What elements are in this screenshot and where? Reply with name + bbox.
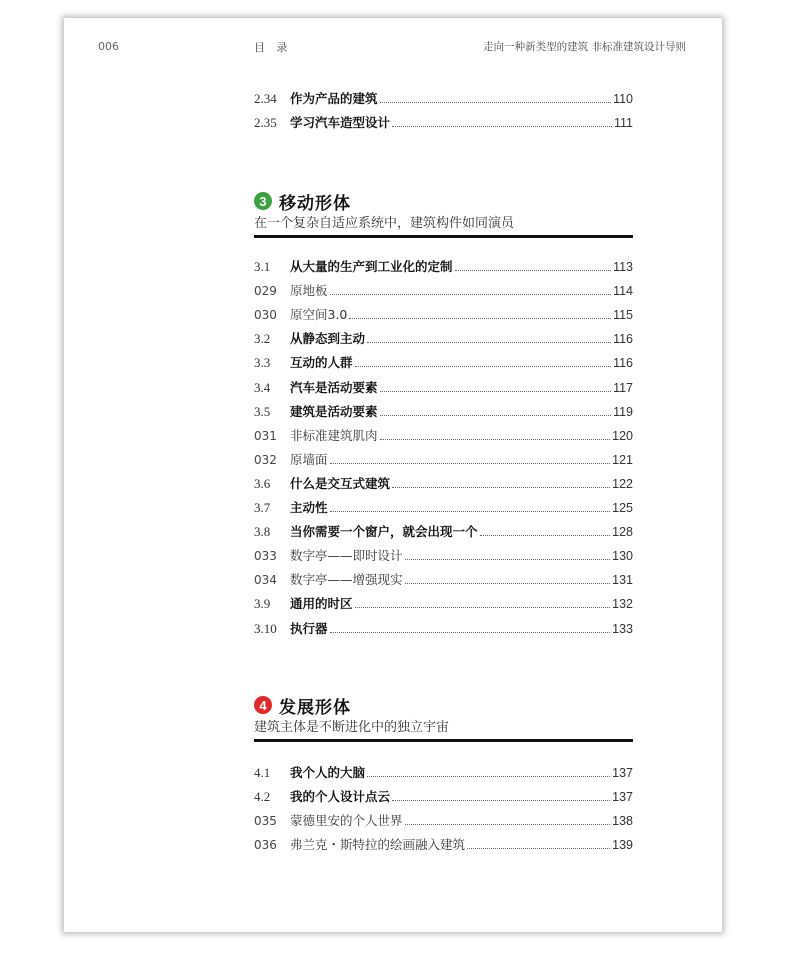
- toc-entry: [254, 354, 633, 372]
- toc-entry: [254, 306, 633, 324]
- toc-entry-page: 116: [613, 332, 633, 347]
- toc-entry-number: 3.10: [254, 620, 277, 636]
- toc-entry-page: 138: [612, 814, 633, 829]
- toc-entry-title: 当你需要一个窗户，就会出现一个: [290, 524, 478, 540]
- section-rule: [254, 235, 633, 238]
- dot-leader: [380, 414, 612, 416]
- toc-entry: [254, 451, 633, 469]
- dot-leader: [355, 365, 612, 367]
- toc-entry-page: 131: [612, 573, 633, 588]
- toc-entry-page: 132: [612, 597, 633, 612]
- toc-entry-title: 我的个人设计点云: [290, 789, 391, 805]
- toc-entry-number: 032: [254, 452, 277, 467]
- toc-entry-title: 蒙德里安的个人世界: [290, 813, 403, 829]
- dot-leader: [480, 534, 611, 536]
- toc-entry: [254, 788, 633, 806]
- toc-entry-page: 121: [612, 452, 633, 467]
- toc-entry-title: 通用的时区: [290, 596, 353, 612]
- toc-entry-title: 执行器: [290, 620, 328, 636]
- dot-leader: [330, 631, 611, 633]
- toc-entry-number: 3.4: [254, 379, 271, 395]
- toc-entry-page: 130: [612, 549, 633, 564]
- toc-entry-page: 137: [612, 766, 633, 780]
- dot-leader: [467, 847, 610, 849]
- section-title: 移动形体: [279, 193, 351, 214]
- toc-entry-number: 3.9: [254, 596, 271, 612]
- toc-entry-number: 035: [254, 814, 277, 829]
- dot-leader: [330, 510, 611, 512]
- running-head-book-title: 走向一种新类型的建筑 非标准建筑设计导则: [483, 41, 686, 53]
- toc-entry-page: 125: [612, 501, 633, 515]
- dot-leader: [405, 823, 611, 825]
- toc-entry-number: 3.1: [254, 259, 271, 274]
- toc-entry: [254, 403, 633, 421]
- toc-entry-number: 2.34: [254, 91, 277, 106]
- toc-entry: [254, 620, 633, 638]
- toc-entry: [254, 90, 633, 108]
- dot-leader: [355, 606, 611, 608]
- toc-entry: [254, 282, 633, 300]
- section-subtitle: 建筑主体是不断进化中的独立宇宙: [254, 720, 450, 735]
- toc-entry: [254, 114, 633, 132]
- section-3-header: [254, 190, 633, 238]
- toc-entry-number: 2.35: [254, 115, 277, 130]
- toc-entry-page: 128: [612, 525, 633, 540]
- toc-entry-page: 139: [612, 838, 633, 853]
- dot-leader: [392, 486, 610, 488]
- dot-leader: [392, 799, 610, 801]
- toc-entry: [254, 571, 633, 589]
- toc-entry-number: 033: [254, 549, 277, 564]
- toc-entry-page: 114: [613, 284, 633, 299]
- toc-entry-number: 3.5: [254, 403, 271, 419]
- toc-entry: [254, 836, 633, 854]
- toc-entry-page: 115: [613, 308, 633, 323]
- toc-entry: [254, 764, 633, 782]
- toc-entry-number: 3.2: [254, 331, 271, 347]
- toc-entry-number: 3.8: [254, 524, 271, 540]
- section-number-badge: 4: [254, 696, 272, 714]
- toc-entry-title: 建筑是活动要素: [290, 403, 378, 419]
- toc-entry-title: 作为产品的建筑: [290, 91, 378, 106]
- toc-entry-number: 4.2: [254, 789, 271, 805]
- toc-entry-page: 120: [612, 428, 633, 443]
- toc-entry-page: 113: [613, 260, 633, 274]
- toc-entry-number: 031: [254, 428, 277, 443]
- toc-entry-number: 3.7: [254, 500, 271, 515]
- toc-entry-page: 117: [613, 380, 633, 395]
- toc-entry-title: 原地板: [290, 283, 328, 299]
- toc-entry-title: 从静态到主动: [290, 331, 366, 347]
- toc-entry-number: 3.6: [254, 475, 271, 491]
- toc-entry-title: 互动的人群: [290, 355, 353, 371]
- dot-leader: [367, 341, 611, 343]
- dot-leader: [405, 558, 611, 560]
- toc-entry-title: 原空间3.0: [290, 307, 348, 323]
- dot-leader: [367, 775, 610, 777]
- section-rule: [254, 739, 633, 742]
- page-number: 006: [98, 40, 119, 53]
- toc-entry: [254, 258, 633, 276]
- toc-entry-number: 036: [254, 838, 277, 853]
- dot-leader: [380, 101, 612, 103]
- toc-entry: [254, 379, 633, 397]
- toc-entry-number: 029: [254, 284, 277, 299]
- dot-leader: [392, 125, 612, 127]
- dot-leader: [349, 317, 611, 319]
- toc-entry-title: 数字亭——增强现实: [290, 572, 403, 588]
- toc-entry: [254, 330, 633, 348]
- toc-entry: [254, 499, 633, 517]
- toc-entry-number: 3.3: [254, 355, 271, 371]
- dot-leader: [380, 438, 611, 440]
- toc-entry-page: 133: [612, 621, 633, 636]
- dot-leader: [405, 582, 611, 584]
- toc-entry: [254, 812, 633, 830]
- toc-entry-number: 4.1: [254, 765, 271, 780]
- toc-entry-title: 主动性: [290, 500, 328, 515]
- toc-entry-page: 122: [612, 476, 633, 491]
- toc-entry-page: 119: [613, 404, 633, 419]
- section-number-badge: 3: [254, 192, 272, 210]
- toc-entry-title: 原墙面: [290, 451, 328, 467]
- toc-entry-title: 汽车是活动要素: [290, 379, 378, 395]
- book-page: [64, 18, 722, 932]
- toc-entry-title: 数字亭——即时设计: [290, 548, 403, 564]
- dot-leader: [380, 390, 612, 392]
- toc-entry-page: 116: [613, 356, 633, 371]
- toc-entry-title: 弗兰克・斯特拉的绘画融入建筑: [290, 837, 466, 853]
- toc-entry-number: 034: [254, 573, 277, 588]
- toc-entry-title: 从大量的生产到工业化的定制: [290, 259, 453, 274]
- dot-leader: [330, 293, 612, 295]
- section-title: 发展形体: [279, 697, 351, 718]
- toc-entry: [254, 427, 633, 445]
- toc-entry: [254, 547, 633, 565]
- toc-entry: [254, 475, 633, 493]
- toc-entry-page: 111: [613, 116, 633, 130]
- section-4-header: [254, 694, 633, 742]
- dot-leader: [455, 269, 612, 271]
- toc-entry-title: 学习汽车造型设计: [290, 115, 391, 130]
- toc-entry-title: 非标准建筑肌肉: [290, 427, 378, 443]
- toc-entry: [254, 595, 633, 613]
- toc-entry-title: 我个人的大脑: [290, 765, 366, 780]
- toc-entry-page: 110: [613, 92, 633, 106]
- toc-entry-page: 137: [612, 790, 633, 805]
- toc-entry: [254, 523, 633, 541]
- toc-entry-number: 030: [254, 308, 277, 323]
- dot-leader: [330, 462, 611, 464]
- running-head-section: 目 录: [254, 41, 292, 54]
- toc-entry-title: 什么是交互式建筑: [290, 475, 391, 491]
- section-subtitle: 在一个复杂自适应系统中，建筑构件如同演员: [254, 216, 515, 231]
